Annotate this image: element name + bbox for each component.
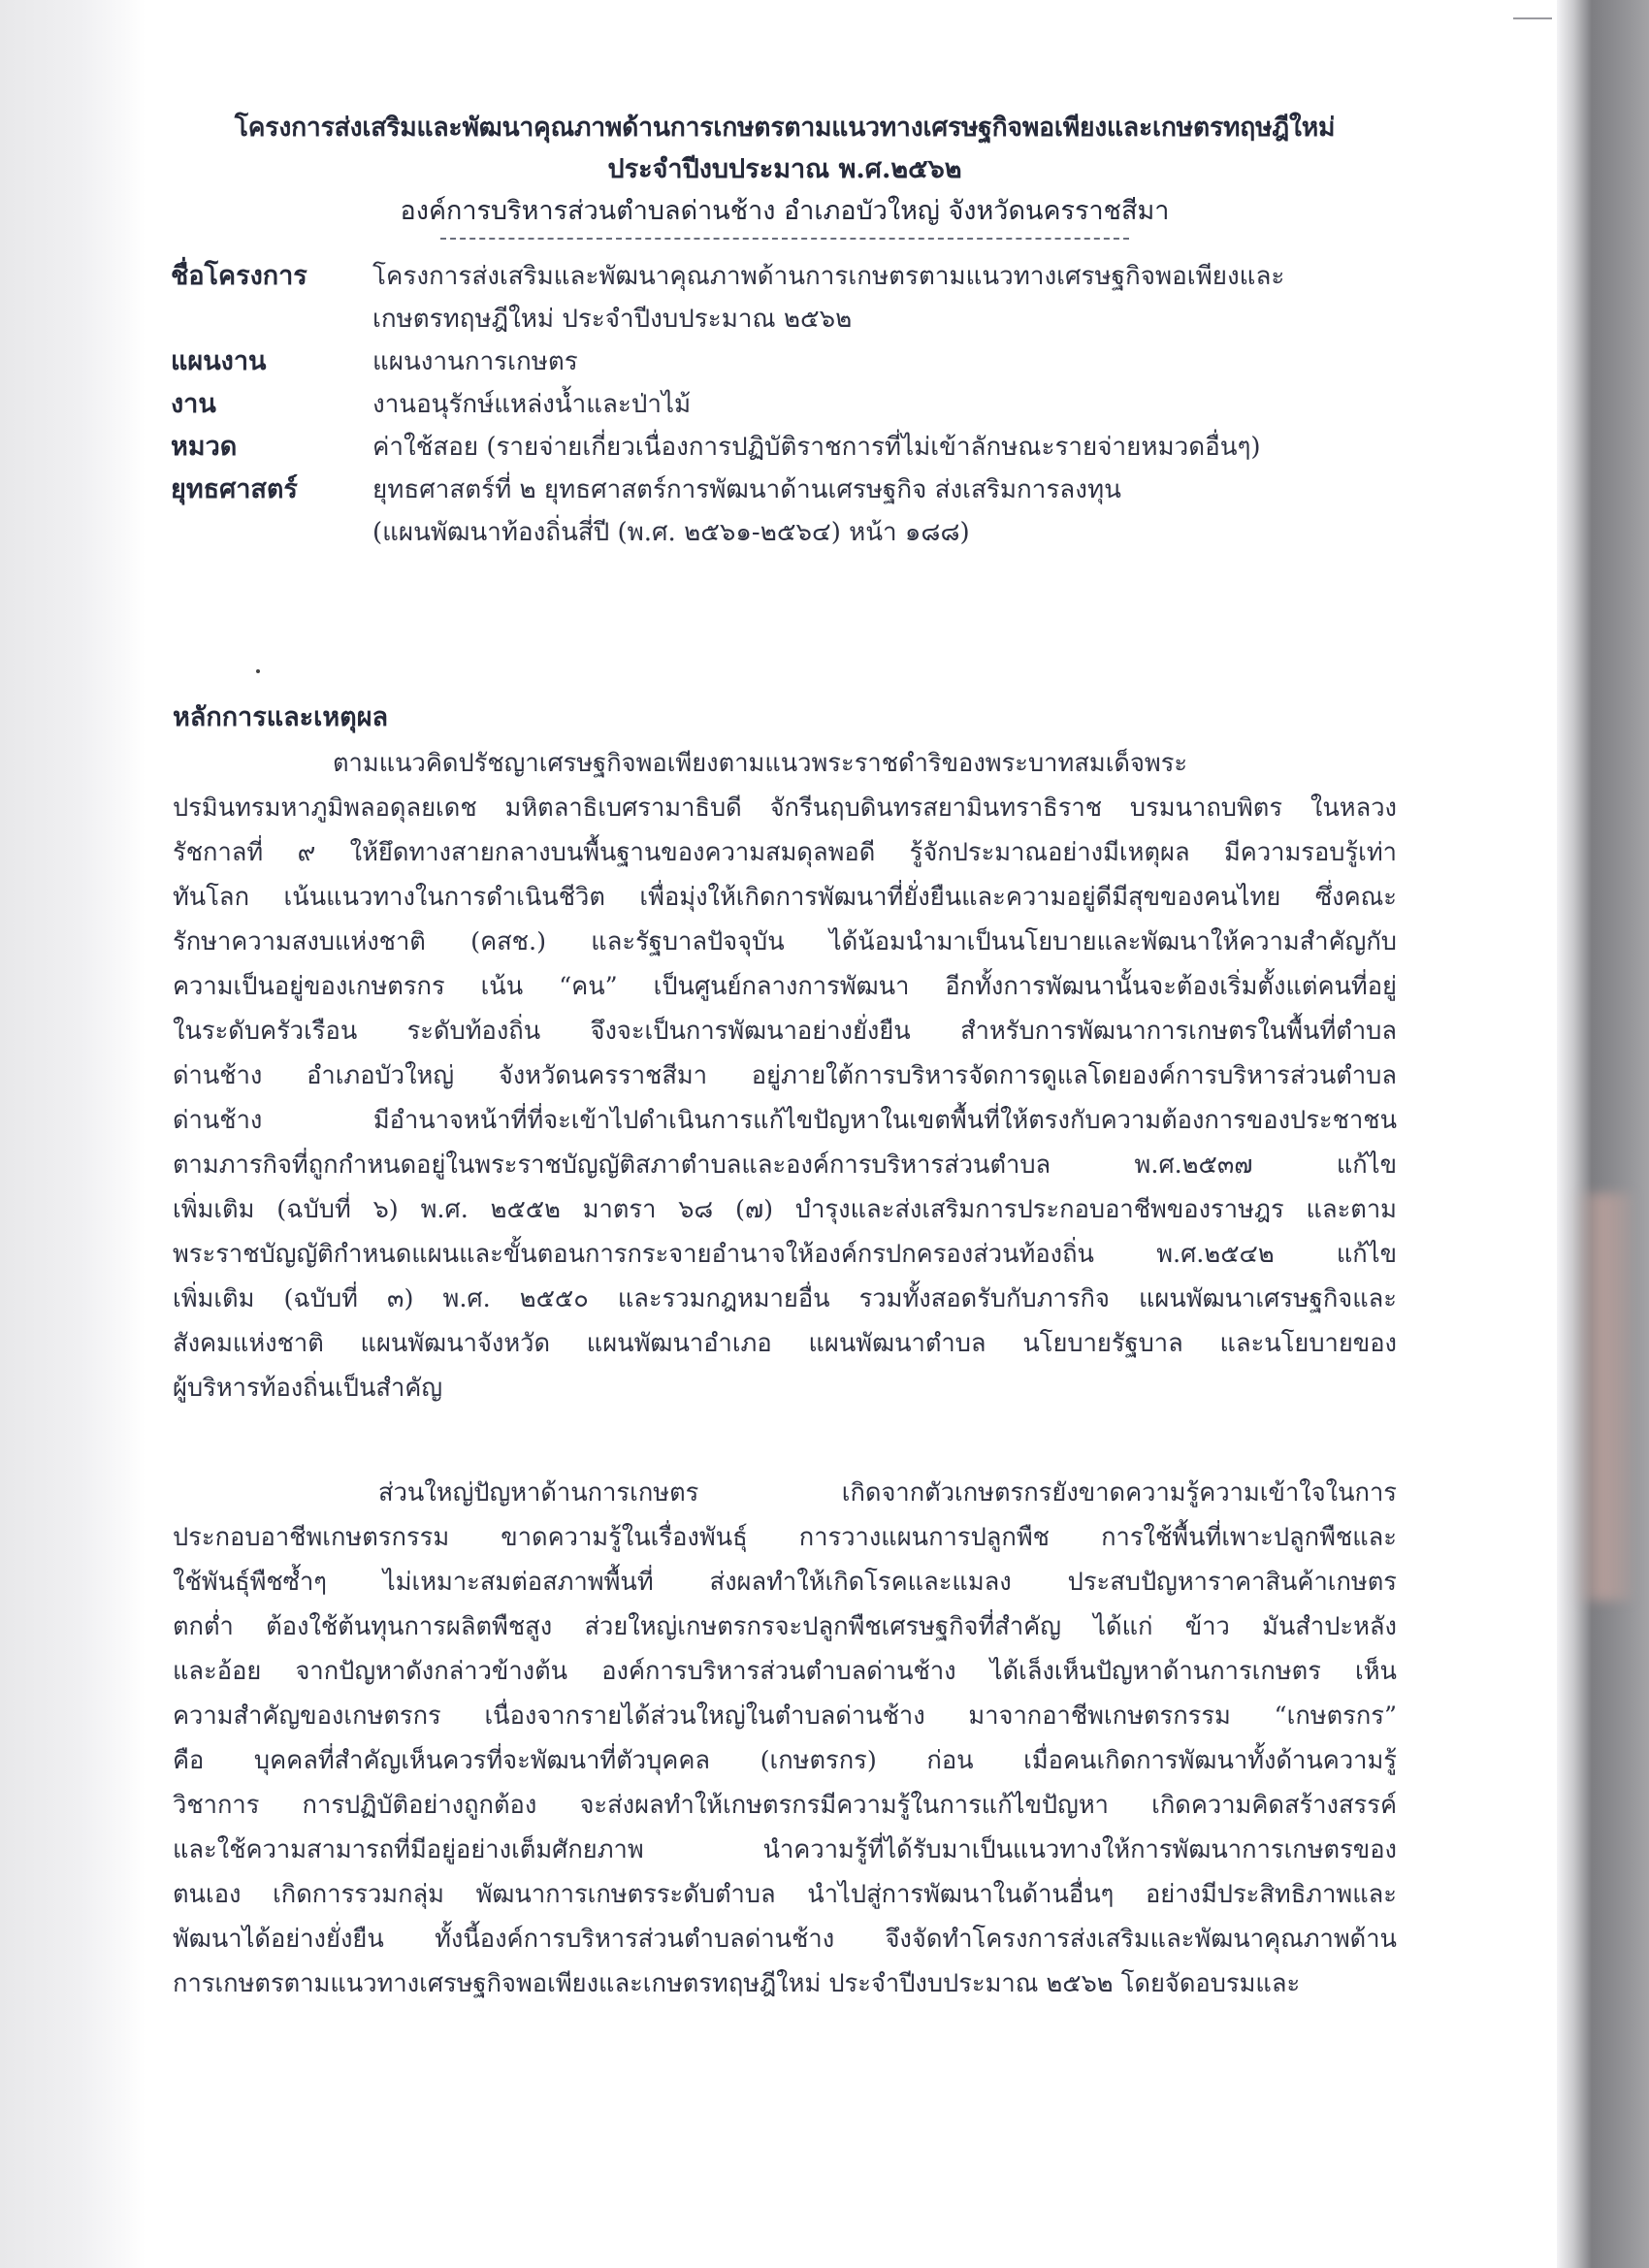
paragraph-line: และใช้ความสามารถที่มีอยู่อย่างเต็มศักยภาพ นำความรู้ที่ได้รับมาเป็นแนวทางให้การพัฒนาการเกษตรของ <box>173 1835 1397 1864</box>
paragraph-line: ผู้บริหารท้องถิ่นเป็นสำคัญ <box>173 1374 443 1403</box>
paragraph-line: ปรมินทรมหาภูมิพลอดุลยเดช มหิตลาธิเบศรามาธิบดี จักรีนฤบดินทรสยามินทราธิราช บรมนาถบพิตร ในหลวง <box>173 794 1397 823</box>
paragraph-line: และอ้อย จากปัญหาดังกล่าวข้างต้น องค์การบริหารส่วนตำบลด่านช้าง ได้เล็งเห็นปัญหาด้านการเกษตร เห็น <box>173 1657 1397 1686</box>
paragraph-line: ทันโลก เน้นแนวทางในการดำเนินชีวิต เพื่อมุ่งให้เกิดการพัฒนาที่ยั่งยืนและความอยู่ดีมีสุขของคนไทย ซึ่งคณะ <box>173 883 1397 912</box>
meta-value-line: โครงการส่งเสริมและพัฒนาคุณภาพด้านการเกษตรตามแนวทางเศรษฐกิจพอเพียงและ <box>372 262 1285 291</box>
paragraph-line: ตามแนวคิดปรัชญาเศรษฐกิจพอเพียงตามแนวพระราชดำริของพระบาทสมเด็จพระ <box>333 749 1188 778</box>
document-title: โครงการส่งเสริมและพัฒนาคุณภาพด้านการเกษตรตามแนวทางเศรษฐกิจพอเพียงและเกษตรทฤษฎีใหม่ <box>234 113 1336 143</box>
meta-label: งาน <box>171 389 216 419</box>
paragraph-line: พัฒนาได้อย่างยั่งยืน ทั้งนี้องค์การบริหารส่วนตำบลด่านช้าง จึงจัดทำโครงการส่งเสริมและพัฒนาคุณภาพด้าน <box>173 1925 1397 1954</box>
meta-value <box>372 426 1399 469</box>
meta-label: ยุทธศาสตร์ <box>171 474 298 504</box>
document-fiscal-year: ประจำปีงบประมาณ พ.ศ.๒๕๖๒ <box>607 154 962 184</box>
paragraph-line: วิชาการ การปฏิบัติอย่างถูกต้อง จะส่งผลทำให้เกษตรกรมีความรู้ในการแก้ไขปัญหา เกิดความคิดสร้างสรรค์ <box>173 1791 1397 1820</box>
paragraph-line: ตกต่ำ ต้องใช้ต้นทุนการผลิตพืชสูง ส่วยใหญ่เกษตรกรจะปลูกพืชเศรษฐกิจที่สำคัญ ได้แก่ ข้าว มันสำปะหลัง <box>173 1612 1397 1641</box>
paragraph-line: สังคมแห่งชาติ แผนพัฒนาจังหวัด แผนพัฒนาอำเภอ แผนพัฒนาตำบล นโยบายรัฐบาล และนโยบายของ <box>173 1329 1397 1358</box>
section-title-rationale: หลักการและเหตุผล <box>173 702 389 732</box>
meta-label: แผนงาน <box>171 346 267 376</box>
scan-right-stain <box>1573 1193 1632 1601</box>
paragraph-line: ประกอบอาชีพเกษตรกรรม ขาดความรู้ในเรื่องพันธุ์ การวางแผนการปลูกพืช การใช้พื้นที่เพาะปลูกพืชและ <box>173 1523 1397 1552</box>
meta-row-project-name <box>171 255 1399 340</box>
title-separator <box>440 238 1129 240</box>
meta-row-work <box>171 383 1399 426</box>
meta-value-line: เกษตรทฤษฎีใหม่ ประจำปีงบประมาณ ๒๕๖๒ <box>372 305 853 334</box>
paragraph-line: รัชกาลที่ ๙ ให้ยึดทางสายกลางบนพื้นฐานของความสมดุลพอดี รู้จักประมาณอย่างมีเหตุผล มีความรอบรู้เท่า <box>173 838 1397 867</box>
paragraph-line: ตามภารกิจที่ถูกกำหนดอยู่ในพระราชบัญญัติสภาตำบลและองค์การบริหารส่วนตำบล พ.ศ.๒๕๓๗ แก้ไข <box>173 1150 1397 1180</box>
paragraph-line: ความเป็นอยู่ของเกษตรกร เน้น “คน” เป็นศูนย์กลางการพัฒนา อีกทั้งการพัฒนานั้นจะต้องเริ่มตั้งแต่คนที่อยู่ <box>173 972 1397 1001</box>
paragraph-line: ด่านช้าง มีอำนาจหน้าที่ที่จะเข้าไปดำเนินการแก้ไขปัญหาในเขตพื้นที่ให้ตรงกับความต้องการของประชาชน <box>173 1106 1397 1135</box>
meta-value <box>372 340 1399 383</box>
scan-right-edge <box>1557 0 1649 2268</box>
stray-dot <box>256 669 260 673</box>
paragraph-line: ในระดับครัวเรือน ระดับท้องถิ่น จึงจะเป็นการพัฒนาอย่างยั่งยืน สำหรับการพัฒนาการเกษตรในพื้นที่ตำบล <box>173 1017 1397 1046</box>
meta-value <box>372 383 1399 426</box>
document-page <box>171 107 1399 554</box>
paragraph-1 <box>173 741 1397 1410</box>
paragraph-line: การเกษตรตามแนวทางเศรษฐกิจพอเพียงและเกษตรทฤษฎีใหม่ ประจำปีงบประมาณ ๒๕๖๒ โดยจัดอบรมและ <box>173 1969 1301 1998</box>
paragraph-2 <box>173 1471 1397 2006</box>
meta-value-line: แผนงานการเกษตร <box>372 347 578 376</box>
paragraph-line: คือ บุคคลที่สำคัญเห็นควรที่จะพัฒนาที่ตัวบุคคล (เกษตรกร) ก่อน เมื่อคนเกิดการพัฒนาทั้งด้านความรู้ <box>173 1746 1397 1775</box>
meta-row-plan <box>171 340 1399 383</box>
paragraph-line: รักษาความสงบแห่งชาติ (คสช.) และรัฐบาลปัจจุบัน ได้น้อมนำมาเป็นนโยบายและพัฒนาให้ความสำคัญกับ <box>173 927 1397 956</box>
meta-value-line: ยุทธศาสตร์ที่ ๒ ยุทธศาสตร์การพัฒนาด้านเศรษฐกิจ ส่งเสริมการลงทุน <box>372 475 1121 504</box>
meta-value <box>372 255 1399 340</box>
meta-value-line: งานอนุรักษ์แหล่งน้ำและป่าไม้ <box>372 390 692 419</box>
paragraph-line: ใช้พันธุ์พืชซ้ำๆ ไม่เหมาะสมต่อสภาพพื้นที่ ส่งผลทำให้เกิดโรคและแมลง ประสบปัญหาราคาสินค้าเกษตร <box>173 1568 1397 1597</box>
project-meta <box>171 255 1399 554</box>
meta-row-strategy <box>171 469 1399 554</box>
paragraph-line: ส่วนใหญ่ปัญหาด้านการเกษตร เกิดจากตัวเกษตรกรยังขาดความรู้ความเข้าใจในการ <box>378 1478 1397 1507</box>
paragraph-line: เพิ่มเติม (ฉบับที่ ๓) พ.ศ. ๒๕๕๐ และรวมกฎหมายอื่น รวมทั้งสอดรับกับภารกิจ แผนพัฒนาเศรษฐกิจและ <box>173 1284 1397 1313</box>
paragraph-line: ด่านช้าง อำเภอบัวใหญ่ จังหวัดนครราชสีมา อยู่ภายใต้การบริหารจัดการดูแลโดยองค์การบริหารส่วนตำบล <box>173 1061 1397 1090</box>
paragraph-line: ความสำคัญของเกษตรกร เนื่องจากรายได้ส่วนใหญ่ในตำบลด่านช้าง มาจากอาชีพเกษตรกรรม “เกษตรกร” <box>173 1701 1397 1731</box>
document-organization: องค์การบริหารส่วนตำบลด่านช้าง อำเภอบัวใหญ่ จังหวัดนครราชสีมา <box>400 196 1170 226</box>
paragraph-line: เพิ่มเติม (ฉบับที่ ๖) พ.ศ. ๒๕๕๒ มาตรา ๖๘ (๗) บำรุงและส่งเสริมการประกอบอาชีพของราษฎร และตาม <box>173 1195 1397 1224</box>
paragraph-line: ตนเอง เกิดการรวมกลุ่ม พัฒนาการเกษตรระดับตำบล นำไปสู่การพัฒนาในด้านอื่นๆ อย่างมีประสิทธิภาพและ <box>173 1880 1397 1909</box>
meta-label: หมวด <box>171 432 238 462</box>
meta-value-line: ค่าใช้สอย (รายจ่ายเกี่ยวเนื่องการปฏิบัติราชการที่ไม่เข้าลักษณะรายจ่ายหมวดอื่นๆ) <box>372 433 1261 462</box>
meta-label: ชื่อโครงการ <box>171 261 307 291</box>
meta-row-category <box>171 426 1399 469</box>
scan-top-mark <box>1513 17 1552 19</box>
meta-value-line: (แผนพัฒนาท้องถิ่นสี่ปี (พ.ศ. ๒๕๖๑-๒๕๖๔) หน้า ๑๘๘) <box>372 518 970 547</box>
scan-left-edge <box>0 0 146 2268</box>
meta-value <box>372 469 1399 554</box>
paragraph-line: พระราชบัญญัติกำหนดแผนและขั้นตอนการกระจายอำนาจให้องค์กรปกครองส่วนท้องถิ่น พ.ศ.๒๕๔๒ แก้ไข <box>173 1240 1397 1269</box>
